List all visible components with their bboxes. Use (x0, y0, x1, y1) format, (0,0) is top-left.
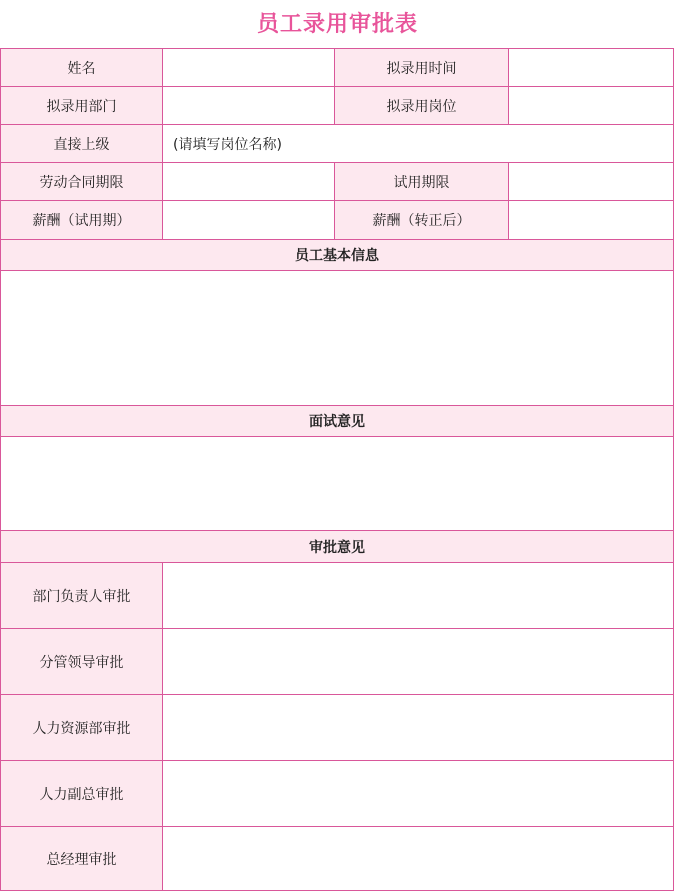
interview-area[interactable] (0, 436, 674, 531)
approval-field-dept-head[interactable] (162, 562, 674, 629)
section-basic-info: 员工基本信息 (0, 239, 674, 271)
position-field[interactable] (508, 86, 674, 125)
approval-label-dept-head: 部门负责人审批 (0, 562, 163, 629)
section-approval: 审批意见 (0, 530, 674, 563)
contract-field[interactable] (162, 162, 335, 201)
salary-probation-field[interactable] (162, 200, 335, 240)
salary-probation-label: 薪酬（试用期） (0, 200, 163, 240)
approval-field-hr-dept[interactable] (162, 694, 674, 761)
hire-time-field[interactable] (508, 48, 674, 87)
hire-time-label: 拟录用时间 (334, 48, 509, 87)
name-label: 姓名 (0, 48, 163, 87)
approval-field-gm[interactable] (162, 826, 674, 891)
probation-field[interactable] (508, 162, 674, 201)
supervisor-label: 直接上级 (0, 124, 163, 163)
approval-field-division-leader[interactable] (162, 628, 674, 695)
dept-label: 拟录用部门 (0, 86, 163, 125)
approval-label-hr-vp: 人力副总审批 (0, 760, 163, 827)
salary-regular-label: 薪酬（转正后） (334, 200, 509, 240)
position-label: 拟录用岗位 (334, 86, 509, 125)
form-title: 员工录用审批表 (256, 12, 418, 37)
approval-field-hr-vp[interactable] (162, 760, 674, 827)
dept-field[interactable] (162, 86, 335, 125)
probation-label: 试用期限 (334, 162, 509, 201)
approval-label-division-leader: 分管领导审批 (0, 628, 163, 695)
section-interview: 面试意见 (0, 405, 674, 437)
basic-info-area[interactable] (0, 270, 674, 406)
salary-regular-field[interactable] (508, 200, 674, 240)
contract-label: 劳动合同期限 (0, 162, 163, 201)
name-field[interactable] (162, 48, 335, 87)
approval-label-gm: 总经理审批 (0, 826, 163, 891)
supervisor-field[interactable]: (请填写岗位名称) (162, 124, 674, 163)
approval-form (0, 48, 674, 891)
approval-label-hr-dept: 人力资源部审批 (0, 694, 163, 761)
